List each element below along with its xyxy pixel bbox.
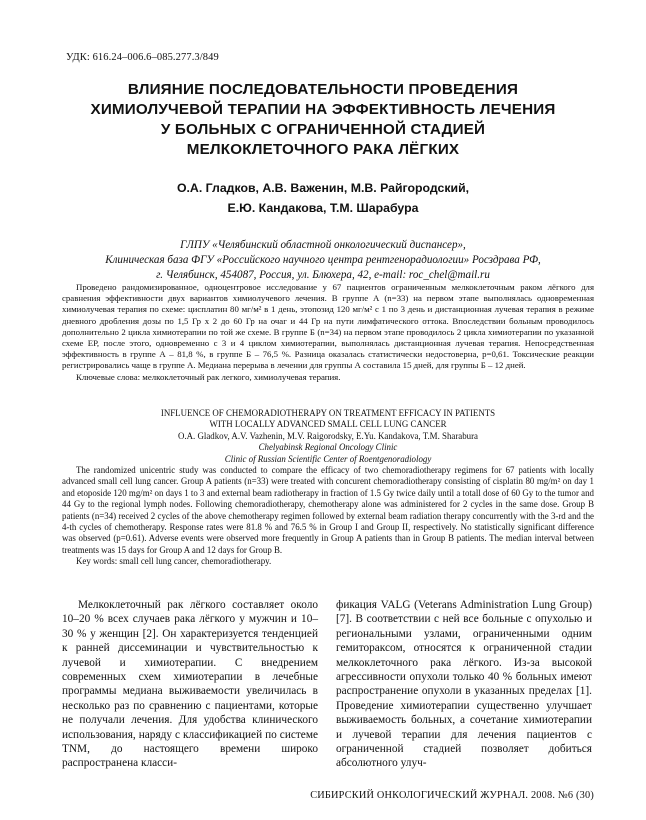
abstract-en-text: The randomized unicentric study was conducted to compare the efficacy of two chemoradiotherapy regimens for 67 patients with locally advanced small cell lung cancer. Group A patients (n=33) were treated with concurent chemoradiotherapy consisting of cisplatin 80 mg/m² on day 1 and etoposide 120 mg/m² on days 1 to 3 and external beam radiotherapy in fraction of 1.5 Gy twice daily until a totall dose of 60 Gy to the tumor and 44 Gy to the regional lymph nodes. Following chemoradiotherapy, chemotherapy alone was administered for 2 cycles in the same dose. Group B patients (n=34) received 2 cycles of the above chemotherapy regimen followed by external beam radiation therapy concurrently with the 3-rd and the 4-th cycles of chemotherapy. Response rates were 81.8 % and 76.5 % in Group I and Group II, respectively. No statistically significant difference was observed (p=0.61). Adverse events were observed more frequently in Group A patients than in Group B patients. The median interval between treatments was 15 days for Group A and 12 days for Group B.: [62, 465, 594, 555]
english-affiliation-line: Chelyabinsk Regional Oncology Clinic: [258, 442, 398, 453]
abstract-ru-text: Проведено рандомизированное, одноцентровое исследование у 67 пациентов ограниченным мелкоклеточным раком лёгкого для сравнения эффективности двух вариантов химиолучевого лечения. В группе А (n=33) на первом этапе выполнялась одновременная химиолучевая терапия по схеме: цисплатин 80 мг/м² в 1 день, этопозид 120 мг/м² с 1 по 3 день и дистанционная лучевая терапия в режиме дневного дробления дозы по 1,5 Гр х 2 до 60 Гр на очаг и 44 Гр на пути лимфатического оттока. Впоследствии больным проводилось дополнительно 2 цикла химиотерапии по той же схеме. В группе Б (n=34) на первом этапе проводилось 2 цикла химиотерапии по указанной схеме ЕР, после этого, одновременно с 3 и 4 циклом химиотерапии, выполнялась дистанционная лучевая терапия. Непосредственная эффективность в группе А – 81,8 %, в группе Б – 76,5 %. Разница оказалась статистически недостоверна, р=0,61. Токсические реакции регистрировались чаще в группе А. Медиана перерыва в лечении для группы А составила 15 дней, для группы Б – 12 дней.: [62, 282, 594, 371]
body-column-right: [336, 598, 592, 771]
english-title-line: INFLUENCE OF CHEMORADIOTHERAPY ON TREATMENT EFFICACY IN PATIENTS: [160, 408, 496, 418]
article-title: [40, 80, 606, 160]
title-line: У БОЛЬНЫХ С ОГРАНИЧЕННОЙ СТАДИЕЙ: [160, 121, 486, 138]
keywords-ru: Ключевые слова: мелкоклеточный рак легкого, химиолучевая терапия.: [76, 371, 341, 382]
abstract-english: [62, 408, 594, 568]
title-line: ВЛИЯНИЕ ПОСЛЕДОВАТЕЛЬНОСТИ ПРОВЕДЕНИЯ: [127, 81, 519, 98]
authors: [40, 178, 606, 218]
keywords-en: Key words: small cell lung cancer, chemoradiotherapy.: [76, 556, 272, 567]
affiliation-line: г. Челябинск, 454087, Россия, ул. Блюхера, 42, e-mail: roc_chel@mail.ru: [156, 269, 490, 281]
english-affiliation-line: Clinic of Russian Scientific Center of Roentgenoradiology: [224, 453, 432, 464]
title-line: МЕЛКОКЛЕТОЧНОГО РАКА ЛЁГКИХ: [186, 141, 460, 158]
authors-line: О.А. Гладков, А.В. Важенин, М.В. Райгородский,: [176, 181, 470, 195]
body-column-left: [62, 598, 318, 771]
body-paragraph: Мелкоклеточный рак лёгкого составляет около 10–20 % всех случаев рака лёгкого у мужчин и 10–30 % у женщин [2]. Он характеризуется тенденцией к ранней диссеминации и чувствительностью к лучевой и химиотерапии. С внедрением современных схем химиотерапии в лечебные программы медиана выживаемости увеличилась в несколько раз по сравнению с пациентами, которые не получали лечения. Для удобства клинического использования, наряду с классификацией по системе TNM, до настоящего времени широко распространена класси-: [62, 599, 318, 770]
affiliation: [30, 238, 616, 283]
body-paragraph: фикация VALG (Veterans Administration Lung Group) [7]. В соответствии с ней все больные с опухолью и региональными узлами, ограниченными одним гемитораксом, относятся к ограниченной стадии мелкоклеточного рака лёгкого. Из-за высокой агрессивности опухоли только 40 % больных имеют распространение опухоли в указанных пределах [1]. Проведение химиотерапии существенно улучшает выживаемость больных, а сочетание химиотерапии и лучевой терапии для лечения пациентов с ограниченной стадией позволяет добиться абсолютного улуч-: [336, 599, 592, 770]
authors-line: Е.Ю. Кандакова, Т.М. Шарабура: [227, 201, 419, 215]
english-affiliation: [62, 442, 594, 465]
english-title: [62, 408, 594, 431]
journal-footer: СИБИРСКИЙ ОНКОЛОГИЧЕСКИЙ ЖУРНАЛ. 2008. №6 (30): [310, 790, 594, 801]
abstract-russian: [62, 282, 594, 383]
title-line: ХИМИОЛУЧЕВОЙ ТЕРАПИИ НА ЭФФЕКТИВНОСТЬ ЛЕЧЕНИЯ: [90, 101, 556, 118]
english-authors: O.A. Gladkov, A.V. Vazhenin, M.V. Raigorodsky, E.Yu. Kandakova, T.M. Sharabura: [178, 430, 478, 441]
udk-code: УДК: 616.24–006.6–085.277.3/849: [66, 52, 219, 63]
affiliation-line: ГЛПУ «Челябинский областной онкологический диспансер»,: [180, 239, 466, 251]
affiliation-line: Клиническая база ФГУ «Российского научного центра рентгенорадиологии» Росздрава РФ,: [105, 254, 541, 266]
english-title-line: WITH LOCALLY ADVANCED SMALL CELL LUNG CANCER: [209, 419, 447, 430]
